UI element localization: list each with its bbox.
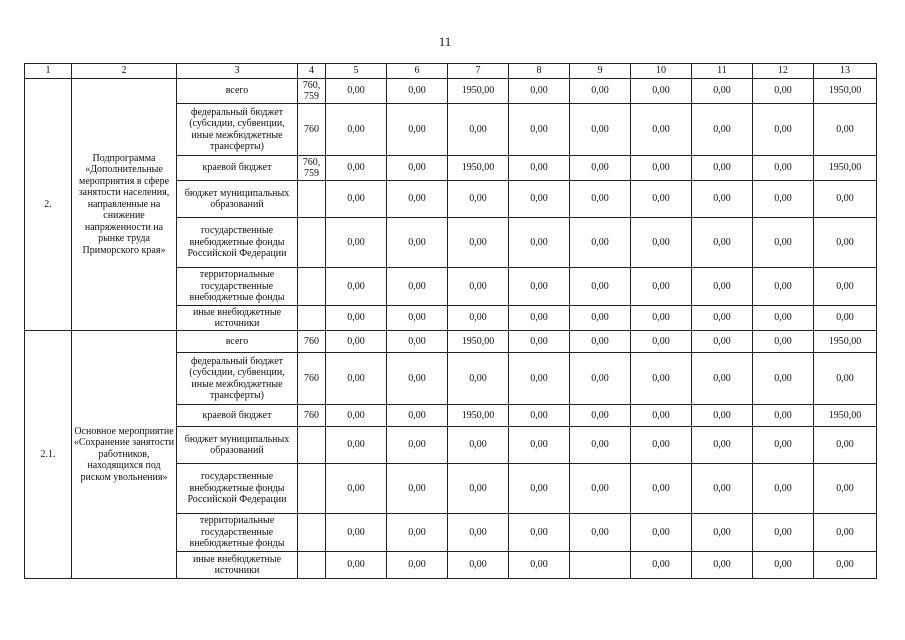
amount-cell: 0,00: [570, 268, 631, 306]
amount-cell: 0,00: [509, 79, 570, 104]
column-header: 1: [25, 64, 72, 79]
column-header: 5: [326, 64, 387, 79]
amount-cell: 0,00: [387, 104, 448, 156]
amount-cell: 0,00: [692, 552, 753, 579]
amount-cell: 0,00: [753, 79, 814, 104]
amount-cell: 0,00: [326, 156, 387, 181]
amount-cell: 0,00: [814, 427, 877, 464]
amount-cell: 0,00: [570, 464, 631, 514]
amount-cell: 0,00: [509, 104, 570, 156]
amount-cell: 0,00: [448, 104, 509, 156]
amount-cell: 0,00: [570, 181, 631, 218]
amount-cell: 0,00: [692, 331, 753, 353]
amount-cell: 0,00: [753, 181, 814, 218]
code-cell: [298, 427, 326, 464]
amount-cell: 0,00: [326, 79, 387, 104]
amount-cell: [570, 552, 631, 579]
amount-cell: 0,00: [448, 552, 509, 579]
amount-cell: 0,00: [631, 427, 692, 464]
amount-cell: 0,00: [814, 218, 877, 268]
item-number-cell: 2.1.: [25, 331, 72, 579]
column-header: 10: [631, 64, 692, 79]
amount-cell: 0,00: [692, 464, 753, 514]
code-cell: 760: [298, 353, 326, 405]
amount-cell: 0,00: [448, 464, 509, 514]
amount-cell: 0,00: [448, 427, 509, 464]
amount-cell: 0,00: [570, 405, 631, 427]
amount-cell: 0,00: [448, 268, 509, 306]
code-cell: 760: [298, 405, 326, 427]
funding-source-cell: территориальные государственные внебюджетные фонды: [177, 514, 298, 552]
amount-cell: 0,00: [753, 405, 814, 427]
code-cell: [298, 464, 326, 514]
amount-cell: 0,00: [387, 464, 448, 514]
item-name-cell: Основное мероприятие «Сохранение занятости работников, находящихся под риском увольнения»: [72, 331, 177, 579]
code-cell: [298, 181, 326, 218]
item-number-cell: 2.: [25, 79, 72, 331]
amount-cell: 0,00: [570, 218, 631, 268]
column-header: 2: [72, 64, 177, 79]
amount-cell: 1950,00: [814, 405, 877, 427]
amount-cell: 0,00: [631, 552, 692, 579]
amount-cell: 0,00: [448, 181, 509, 218]
amount-cell: 0,00: [570, 156, 631, 181]
amount-cell: 0,00: [692, 306, 753, 331]
amount-cell: 0,00: [326, 181, 387, 218]
funding-source-cell: краевой бюджет: [177, 405, 298, 427]
amount-cell: 0,00: [631, 79, 692, 104]
amount-cell: 0,00: [387, 156, 448, 181]
funding-source-cell: государственные внебюджетные фонды Российской Федерации: [177, 218, 298, 268]
amount-cell: 0,00: [753, 353, 814, 405]
amount-cell: 0,00: [631, 514, 692, 552]
amount-cell: 0,00: [753, 268, 814, 306]
column-header: 12: [753, 64, 814, 79]
amount-cell: 0,00: [387, 218, 448, 268]
amount-cell: 0,00: [570, 514, 631, 552]
amount-cell: 0,00: [814, 464, 877, 514]
funding-source-cell: иные внебюджетные источники: [177, 306, 298, 331]
amount-cell: 0,00: [631, 306, 692, 331]
amount-cell: 0,00: [753, 306, 814, 331]
amount-cell: 0,00: [509, 156, 570, 181]
code-cell: [298, 552, 326, 579]
amount-cell: 0,00: [326, 464, 387, 514]
amount-cell: 0,00: [692, 104, 753, 156]
amount-cell: 0,00: [570, 306, 631, 331]
amount-cell: 0,00: [387, 181, 448, 218]
table-row: [25, 331, 877, 353]
amount-cell: 0,00: [814, 514, 877, 552]
amount-cell: 0,00: [448, 306, 509, 331]
amount-cell: 0,00: [753, 552, 814, 579]
amount-cell: 0,00: [326, 405, 387, 427]
table-body: [25, 64, 877, 579]
amount-cell: 0,00: [326, 552, 387, 579]
amount-cell: 0,00: [692, 405, 753, 427]
amount-cell: 0,00: [631, 405, 692, 427]
amount-cell: 0,00: [448, 353, 509, 405]
amount-cell: 0,00: [509, 353, 570, 405]
amount-cell: 0,00: [509, 268, 570, 306]
column-header: 13: [814, 64, 877, 79]
column-header-row: [25, 64, 877, 79]
amount-cell: 0,00: [631, 218, 692, 268]
amount-cell: 0,00: [692, 181, 753, 218]
amount-cell: 0,00: [387, 268, 448, 306]
amount-cell: 0,00: [387, 306, 448, 331]
code-cell: 760, 759: [298, 79, 326, 104]
amount-cell: 0,00: [387, 514, 448, 552]
amount-cell: 0,00: [692, 353, 753, 405]
amount-cell: 0,00: [692, 218, 753, 268]
code-cell: [298, 514, 326, 552]
amount-cell: 0,00: [326, 218, 387, 268]
amount-cell: 0,00: [631, 331, 692, 353]
amount-cell: 0,00: [753, 514, 814, 552]
column-header: 7: [448, 64, 509, 79]
funding-source-cell: бюджет муниципальных образований: [177, 427, 298, 464]
amount-cell: 0,00: [509, 306, 570, 331]
code-cell: 760, 759: [298, 156, 326, 181]
amount-cell: 0,00: [509, 514, 570, 552]
amount-cell: 0,00: [387, 353, 448, 405]
amount-cell: 0,00: [448, 218, 509, 268]
amount-cell: 0,00: [631, 104, 692, 156]
column-header: 3: [177, 64, 298, 79]
column-header: 11: [692, 64, 753, 79]
amount-cell: 0,00: [509, 181, 570, 218]
amount-cell: 0,00: [753, 104, 814, 156]
item-name-cell: Подпрограмма «Дополнительные мероприятия в сфере занятости населения, направленные на снижение напряженности на рынке труда Приморского края»: [72, 79, 177, 331]
amount-cell: 0,00: [631, 181, 692, 218]
code-cell: [298, 218, 326, 268]
amount-cell: 0,00: [509, 427, 570, 464]
amount-cell: 1950,00: [448, 405, 509, 427]
amount-cell: 1950,00: [448, 156, 509, 181]
code-cell: [298, 306, 326, 331]
amount-cell: 1950,00: [814, 156, 877, 181]
table-row: [25, 79, 877, 104]
amount-cell: 0,00: [509, 331, 570, 353]
amount-cell: 0,00: [692, 514, 753, 552]
amount-cell: 0,00: [692, 427, 753, 464]
funding-source-cell: государственные внебюджетные фонды Российской Федерации: [177, 464, 298, 514]
amount-cell: 0,00: [814, 268, 877, 306]
column-header: 6: [387, 64, 448, 79]
funding-source-cell: краевой бюджет: [177, 156, 298, 181]
funding-source-cell: федеральный бюджет (субсидии, субвенции, иные межбюджетные трансферты): [177, 104, 298, 156]
amount-cell: 0,00: [753, 427, 814, 464]
amount-cell: 1950,00: [814, 79, 877, 104]
amount-cell: 0,00: [326, 104, 387, 156]
code-cell: 760: [298, 331, 326, 353]
amount-cell: 0,00: [753, 218, 814, 268]
amount-cell: 0,00: [326, 427, 387, 464]
amount-cell: 0,00: [387, 331, 448, 353]
amount-cell: 0,00: [753, 156, 814, 181]
amount-cell: 0,00: [753, 331, 814, 353]
amount-cell: 0,00: [387, 552, 448, 579]
amount-cell: 1950,00: [814, 331, 877, 353]
column-header: 8: [509, 64, 570, 79]
amount-cell: 0,00: [387, 79, 448, 104]
amount-cell: 0,00: [509, 464, 570, 514]
amount-cell: 0,00: [692, 79, 753, 104]
column-header: 9: [570, 64, 631, 79]
page-number: 11: [438, 34, 452, 49]
funding-source-cell: федеральный бюджет (субсидии, субвенции, иные межбюджетные трансферты): [177, 353, 298, 405]
amount-cell: 0,00: [326, 331, 387, 353]
amount-cell: 0,00: [814, 104, 877, 156]
funding-source-cell: территориальные государственные внебюджетные фонды: [177, 268, 298, 306]
amount-cell: 0,00: [326, 306, 387, 331]
funding-source-cell: всего: [177, 331, 298, 353]
amount-cell: 0,00: [387, 427, 448, 464]
amount-cell: 0,00: [509, 405, 570, 427]
code-cell: 760: [298, 104, 326, 156]
amount-cell: 0,00: [570, 353, 631, 405]
amount-cell: 0,00: [692, 156, 753, 181]
amount-cell: 0,00: [814, 552, 877, 579]
amount-cell: 0,00: [631, 464, 692, 514]
amount-cell: 0,00: [570, 79, 631, 104]
amount-cell: 0,00: [814, 353, 877, 405]
amount-cell: 0,00: [631, 353, 692, 405]
amount-cell: 0,00: [326, 268, 387, 306]
amount-cell: 0,00: [570, 427, 631, 464]
amount-cell: 0,00: [326, 353, 387, 405]
amount-cell: 0,00: [631, 156, 692, 181]
amount-cell: 0,00: [814, 181, 877, 218]
amount-cell: 0,00: [509, 552, 570, 579]
funding-source-cell: бюджет муниципальных образований: [177, 181, 298, 218]
amount-cell: 0,00: [509, 218, 570, 268]
amount-cell: 0,00: [326, 514, 387, 552]
funding-source-cell: иные внебюджетные источники: [177, 552, 298, 579]
amount-cell: 0,00: [753, 464, 814, 514]
amount-cell: 0,00: [692, 268, 753, 306]
amount-cell: 0,00: [448, 514, 509, 552]
budget-table: [24, 63, 877, 579]
amount-cell: 0,00: [631, 268, 692, 306]
amount-cell: 0,00: [570, 104, 631, 156]
amount-cell: 0,00: [387, 405, 448, 427]
column-header: 4: [298, 64, 326, 79]
code-cell: [298, 268, 326, 306]
amount-cell: 0,00: [570, 331, 631, 353]
funding-source-cell: всего: [177, 79, 298, 104]
amount-cell: 1950,00: [448, 331, 509, 353]
amount-cell: 1950,00: [448, 79, 509, 104]
amount-cell: 0,00: [814, 306, 877, 331]
